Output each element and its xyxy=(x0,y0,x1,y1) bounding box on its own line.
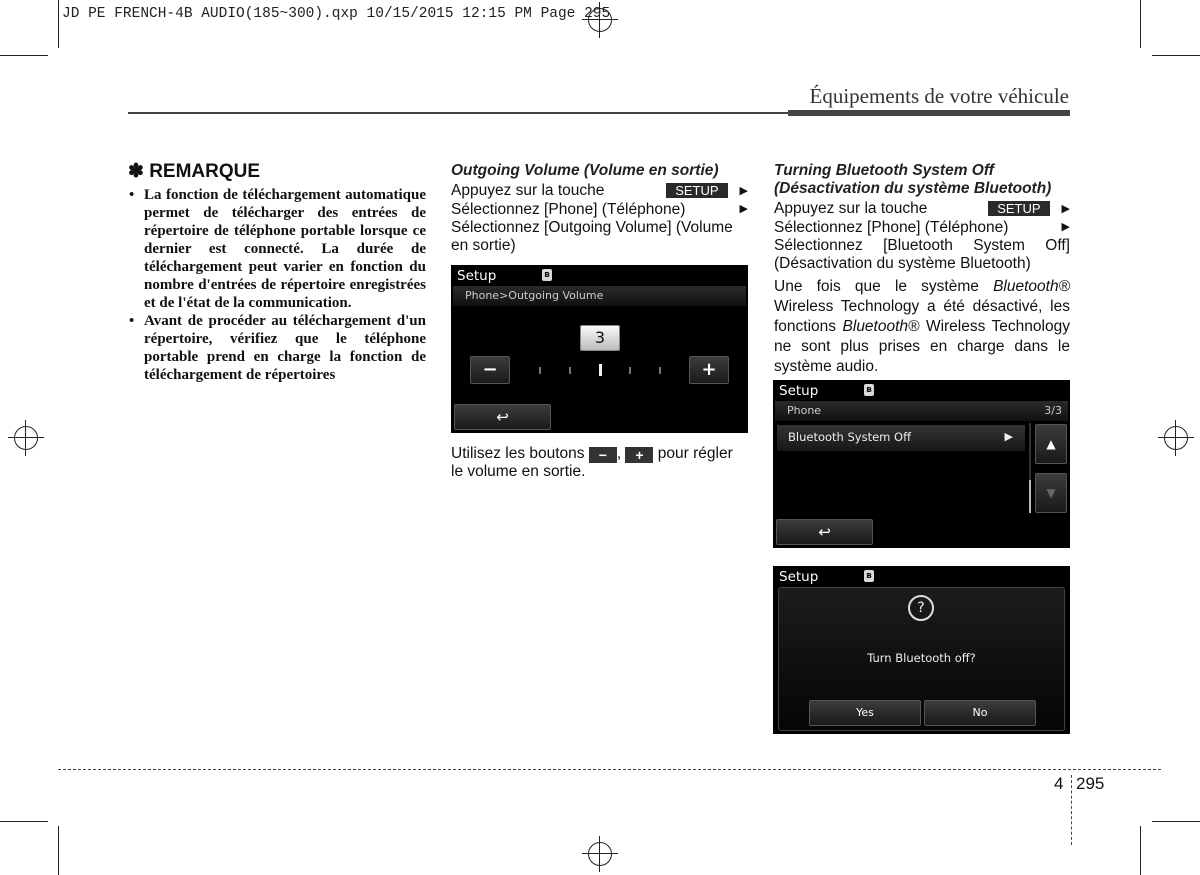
bluetooth-icon: ʙ xyxy=(864,570,874,582)
bluetooth-off-description xyxy=(774,277,1070,377)
back-icon: ↩ xyxy=(496,408,509,426)
scrollbar-thumb[interactable] xyxy=(1029,480,1031,513)
note-text: Utilisez les boutons xyxy=(451,445,585,462)
menu-item-label: Bluetooth System Off xyxy=(788,430,911,444)
registration-mark xyxy=(8,420,44,456)
screen-breadcrumb: Phone>Outgoing Volume xyxy=(465,289,604,302)
screen-menu-bar xyxy=(775,401,1068,421)
desc-text: Wireless Technology a été désactivé, les fonctions xyxy=(774,298,1070,335)
desc-brand: Bluetooth® xyxy=(993,278,1070,295)
desc-text: Wireless Technology ne sont plus prises en charge dans le système audio. xyxy=(774,318,1070,375)
step-text: Sélectionnez [Bluetooth System Off] (Désactivation du système Bluetooth) xyxy=(774,237,1070,272)
bluetooth-off-subtitle: (Désactivation du système Bluetooth) xyxy=(774,180,1052,197)
desc-text: Une fois que le système xyxy=(774,278,979,295)
remark-item: • La fonction de téléchargement automatique permet de télécharger des entrées de répertoire de téléphone portable lorsque ce dernier est connecté. La durée de téléchargement peut varier en fonction du nombre d'entrées de répertoire enregistrées et de l'état de la communication. xyxy=(128,186,426,312)
page-header-title: Équipements de votre véhicule xyxy=(809,84,1069,108)
desc-brand: Bluetooth® xyxy=(842,318,920,335)
step-text: Sélectionnez [Phone] (Téléphone) xyxy=(774,219,1009,236)
outgoing-volume-title: Outgoing Volume (Volume en sortie) xyxy=(451,162,719,179)
crop-mark xyxy=(1140,0,1141,48)
back-button[interactable] xyxy=(776,519,873,545)
back-icon: ↩ xyxy=(818,523,831,541)
step-text: Appuyez sur la touche xyxy=(774,200,928,217)
page-indicator: 3/3 xyxy=(1044,404,1062,417)
setup-key-icon: SETUP xyxy=(988,201,1049,216)
registration-mark xyxy=(1158,420,1194,456)
step-text: Sélectionnez [Phone] (Téléphone) xyxy=(451,201,686,218)
bluetooth-off-title: Turning Bluetooth System Off xyxy=(774,162,994,179)
volume-slider[interactable] xyxy=(529,364,669,376)
crop-mark xyxy=(58,0,59,48)
back-button[interactable] xyxy=(454,404,551,430)
screen-title: Setup xyxy=(779,569,819,585)
yes-button[interactable]: Yes xyxy=(809,700,921,726)
question-icon: ? xyxy=(908,595,934,621)
bluetooth-off-steps xyxy=(774,200,1070,273)
screen-title: Setup xyxy=(779,383,819,399)
footer-divider xyxy=(1071,775,1072,845)
crop-mark xyxy=(0,55,48,56)
crop-mark xyxy=(58,826,59,875)
bluetooth-confirm-screen xyxy=(773,566,1070,734)
outgoing-volume-screen xyxy=(451,265,748,433)
no-button[interactable]: No xyxy=(924,700,1036,726)
volume-level-tick-active xyxy=(599,364,602,376)
volume-level-tick xyxy=(629,367,631,374)
minus-button-icon: − xyxy=(589,447,617,463)
print-slug: JD PE FRENCH-4B AUDIO(185~300).qxp 10/15/2015 12:15 PM Page 295 xyxy=(62,6,611,22)
screen-breadcrumb-bar xyxy=(453,286,746,306)
scroll-up-button[interactable]: ▲ xyxy=(1035,424,1067,464)
chevron-right-icon: ▶ xyxy=(1004,430,1013,443)
crop-mark xyxy=(0,821,48,822)
volume-plus-button[interactable]: + xyxy=(689,356,729,384)
header-rule-accent xyxy=(788,110,1070,116)
screen-title: Setup xyxy=(457,268,497,284)
bluetooth-menu-screen xyxy=(773,380,1070,548)
outgoing-volume-steps xyxy=(451,182,748,255)
volume-minus-button[interactable]: − xyxy=(470,356,510,384)
note-text: le volume en sortie. xyxy=(451,463,586,480)
scroll-down-button[interactable]: ▼ xyxy=(1035,473,1067,513)
arrow-right-icon: ▶ xyxy=(1061,221,1070,233)
arrow-right-icon: ▶ xyxy=(1061,203,1070,215)
confirm-dialog xyxy=(778,587,1065,731)
crop-mark xyxy=(1152,821,1200,822)
registration-mark xyxy=(582,836,618,872)
footer-rule xyxy=(58,769,1161,770)
menu-item-bluetooth-off[interactable] xyxy=(777,425,1025,451)
confirm-question: Turn Bluetooth off? xyxy=(867,651,976,665)
volume-level-tick xyxy=(569,367,571,374)
volume-level-tick xyxy=(539,367,541,374)
plus-button-icon: + xyxy=(625,447,653,463)
bluetooth-icon: ʙ xyxy=(864,384,874,396)
page-number: 295 xyxy=(1076,774,1105,793)
step-text: Appuyez sur la touche xyxy=(451,182,605,199)
screen-menu-label: Phone xyxy=(787,404,822,417)
setup-key-icon: SETUP xyxy=(666,183,727,198)
bluetooth-icon: ʙ xyxy=(542,269,552,281)
remark-item: • Avant de procéder au téléchargement d'un répertoire, vérifiez que le téléphone portable prend en charge la fonction de téléchargement de répertoires xyxy=(128,312,426,384)
crop-mark xyxy=(1140,826,1141,875)
arrow-right-icon: ▶ xyxy=(739,203,748,215)
volume-value-display: 3 xyxy=(580,325,620,351)
arrow-right-icon: ▶ xyxy=(739,185,748,197)
note-separator: , xyxy=(616,445,622,462)
step-text: Sélectionnez [Outgoing Volume] (Volume en sortie) xyxy=(451,219,733,254)
volume-level-tick xyxy=(659,367,661,374)
note-text: pour régler xyxy=(657,445,733,462)
remark-title: ✽ REMARQUE xyxy=(128,161,261,182)
chapter-number: 4 xyxy=(1054,774,1064,793)
crop-mark xyxy=(1152,55,1200,56)
outgoing-volume-note xyxy=(451,445,751,481)
remark-list xyxy=(128,186,426,384)
